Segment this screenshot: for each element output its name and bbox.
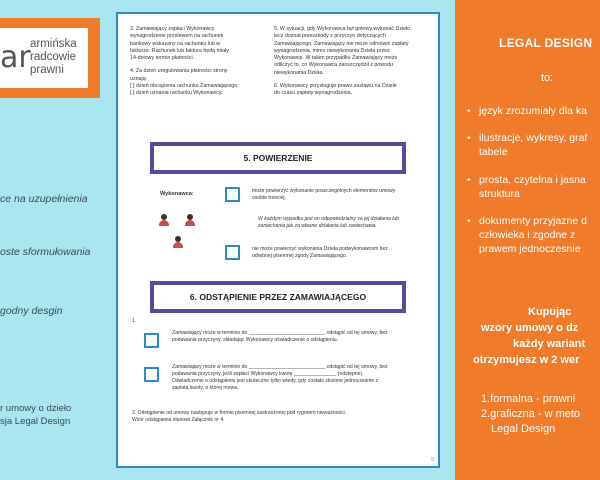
option-checkbox[interactable] — [144, 333, 159, 348]
doc-line: Zamawiający może w terminie do ___________________________ odstąpić od tej umowy, bez — [172, 364, 388, 370]
version-item: 1.formalna - prawni — [481, 393, 576, 405]
option-text — [172, 330, 434, 344]
feature-bullet — [467, 104, 587, 118]
doc-line: 2. Odstąpienie od umowy następuje w formie pisemnej zastrzeżonej pod rygorem nieważności. — [132, 410, 347, 416]
bullet-text: prawem jednoczesnie — [479, 243, 581, 255]
logo-line: radcowie — [30, 51, 77, 63]
version-list — [481, 392, 580, 437]
logo-box — [0, 18, 100, 98]
feature-bullet — [467, 173, 586, 201]
panel-subtitle: to: — [541, 72, 554, 84]
feature-bullet — [467, 214, 587, 256]
doc-line: zaniechania jak za własne działania lub zaniechania. — [258, 223, 377, 229]
option-text — [252, 246, 432, 260]
logo-line: armińska — [30, 38, 77, 50]
doc-line: wynagrodzenie przelewem na rachunek — [130, 33, 224, 40]
feature-bullet — [467, 131, 587, 159]
bullet-icon: • — [467, 132, 471, 144]
doc-line: do czasu zapłaty wynagrodzenia. — [274, 90, 353, 97]
panel-title: LEGAL DESIGN — [499, 36, 593, 50]
bullet-icon: • — [467, 174, 471, 186]
logo-text — [30, 38, 77, 77]
bullet-text: struktura — [479, 188, 520, 200]
doc-line: podawania przyczyny, składając Wykonawcy oświadczenie o odstąpieniu. — [172, 337, 339, 343]
page-number: 5 — [431, 457, 434, 463]
wykonawca-label: Wykonawca: — [160, 191, 194, 197]
section-5-header: 5. POWIERZENIE — [150, 142, 406, 174]
right-panel — [455, 0, 600, 480]
doc-line: wynagrodzenia, mimo niewykonania Dzieła przez — [274, 47, 390, 54]
bullet-text: język zrozumiały dla ka — [479, 105, 587, 117]
doc-line: Oświadczenie o odstąpieniu jest skuteczne tylko wtedy, gdy zostało złożone jednocześnie z — [172, 378, 379, 384]
left-footer — [0, 402, 71, 428]
doc-line: 3. Zamawiający zapłaci Wykonawcy — [130, 26, 215, 32]
bullet-text: dokumenty przyjazne d — [479, 215, 587, 227]
doc-line: Wykonawcę. W takim przypadku Zamawiający może — [274, 55, 398, 62]
version-item: Legal Design — [491, 423, 556, 435]
left-feature-1: ce na uzupełnienia — [0, 193, 88, 205]
doc-line: 14-dniowy termin płatności. — [130, 55, 195, 62]
doc-line: uznają: — [130, 75, 148, 82]
option-checkbox[interactable] — [225, 187, 240, 202]
version-item: 2.graficzna - w meto — [481, 408, 581, 420]
bullet-icon: • — [467, 105, 471, 117]
left-feature-2: oste sformułowania — [0, 246, 91, 258]
bullet-text: tabele — [479, 146, 508, 158]
doc-line: Wzór odstąpienia stanowi Załącznik nr 4. — [132, 417, 225, 423]
bullet-text: ilustracje, wykresy, graf — [479, 132, 588, 144]
option-note — [258, 216, 434, 230]
doc-line: [ ] dzień uznania rachunku Wykonawcy. — [130, 90, 223, 97]
bullet-icon: • — [467, 215, 471, 227]
person-icon — [172, 236, 184, 248]
doc-line: podawania przyczyny, jeśli zapłaci Wykonawcy kwotę _______________ (odstępne). — [172, 371, 364, 377]
cta-line: Kupując — [528, 306, 572, 318]
left-panel — [0, 0, 110, 480]
bullet-text: prosta, czytelna i jasna — [479, 174, 586, 186]
left-footer-line: r umowy o dzieło — [0, 403, 72, 414]
logo-line: prawni — [30, 64, 64, 76]
cta-line: wzory umowy o dz — [481, 322, 579, 334]
left-footer-line: sja Legal Design — [0, 416, 71, 427]
cta-line: otrzymujesz w 2 wer — [473, 354, 580, 366]
doc-line: 4. Za dzień uregulowania płatności strony — [130, 68, 228, 75]
doc-line: zapłatą kwoty, o której mowa. — [172, 385, 239, 391]
doc-column-right — [274, 26, 434, 98]
logo-mark: ar — [0, 40, 31, 75]
option-text — [252, 188, 432, 202]
doc-line: niewykonania Dzieła. — [274, 69, 324, 76]
person-icon — [184, 214, 196, 226]
doc-line: W każdym wypadku jest on odpowiedzialny za jej działania lub — [258, 216, 400, 222]
bullet-text: człowieka i zgodne z — [479, 229, 576, 241]
doc-line: Zamawiający może w terminie do ___________________________ odstąpić od tej umowy, bez — [172, 330, 388, 336]
doc-line: nie może powierzyć wykonania Dzieła podwykonawcom bez — [252, 246, 388, 252]
logo — [0, 28, 88, 88]
doc-line: może powierzyć wykonanie poszczególnych elementów umowy — [252, 188, 396, 194]
doc-line: 6. Wykonawcy przysługuje prawo zastawu na Dziele — [274, 83, 397, 90]
doc-footer — [132, 410, 432, 424]
doc-line: odliczyć to, co Wykonawca zaoszczędził z powodu — [274, 62, 393, 69]
option-text — [172, 364, 434, 392]
person-icon — [158, 214, 170, 226]
doc-line: lecz doznał przeszkody z przyczyn dotyczących — [274, 33, 386, 40]
option-checkbox[interactable] — [225, 245, 240, 260]
doc-column-left — [130, 26, 270, 98]
doc-line: osobie trzeciej. — [252, 195, 286, 201]
cta-line: każdy wariant — [513, 338, 586, 350]
doc-line: fakturze. Rachunek lub faktura będą miały — [130, 47, 229, 54]
doc-line: Zamawiającego, Zamawiający nie może odmówić zapłaty — [274, 40, 409, 47]
section-6-header: 6. ODSTĄPIENIE PRZEZ ZAMAWIAJĄCEGO — [150, 281, 406, 313]
item-number: 1. — [132, 318, 137, 324]
doc-line: [ ] dzień obciążenia rachunku Zamawiającego; — [130, 83, 239, 90]
left-feature-3: godny desgin — [0, 305, 63, 317]
document-preview — [116, 12, 440, 468]
doc-line: 5. W sytuacji, gdy Wykonawca był gotowy wykonać Dzieło, — [274, 26, 412, 32]
doc-line: bankowy wskazany na rachunku lub w — [130, 40, 221, 47]
doc-line: odrębnej pisemnej zgody Zamawiającego. — [252, 253, 348, 259]
option-checkbox[interactable] — [144, 367, 159, 382]
